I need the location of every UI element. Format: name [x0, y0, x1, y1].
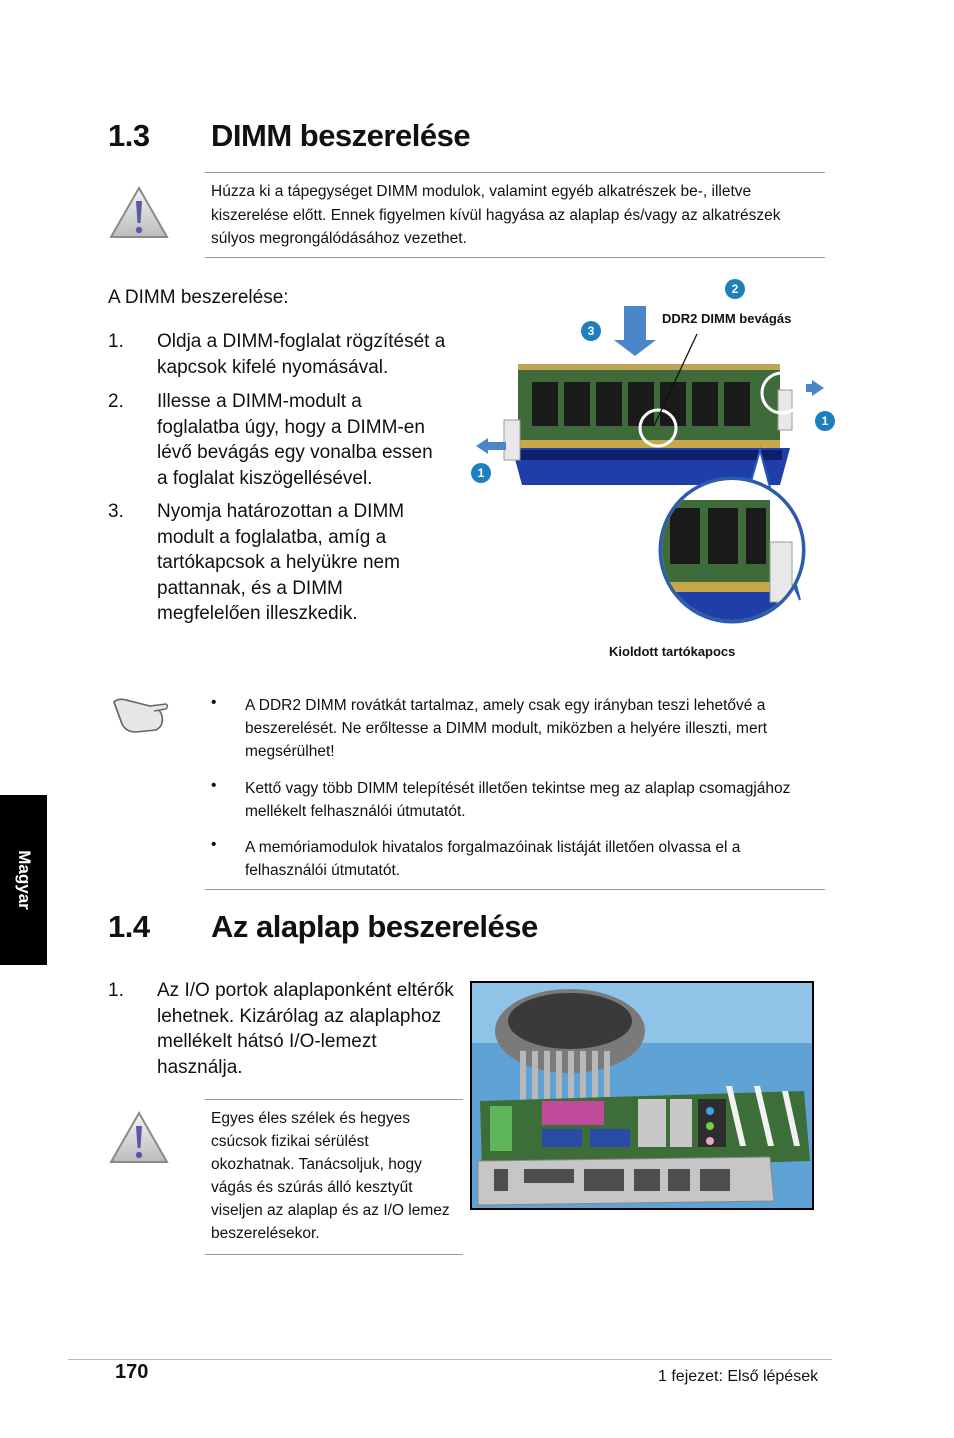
footer-rule [68, 1359, 832, 1360]
warning-text: Húzza ki a tápegységet DIMM modulok, valamint egyéb alkatrészek be-, illetve kiszerelése előtt. Ennek figyelmen kívül hagyása az alaplap és/vagy az alkatrészek súlyos megrongálódásához vezethet. [211, 183, 781, 247]
warning-icon [108, 185, 170, 241]
clip-label: Kioldott tartókapocs [609, 644, 736, 659]
step-number: 1. [108, 980, 124, 1001]
warning-bottom-rule [205, 1254, 463, 1255]
page-number: 170 [115, 1361, 149, 1383]
step-number: 2. [108, 391, 124, 412]
step-text: Az I/O portok alaplaponként eltérők lehetnek. Kizárólag az alaplaphoz mellékelt hátsó I/O-lemezt használja. [157, 980, 454, 1078]
warning-top-rule [205, 172, 825, 173]
bullet: • [211, 694, 217, 711]
language-label: Magyar [14, 850, 34, 910]
step-number: 3. [108, 501, 124, 522]
chapter-footer: 1 fejezet: Első lépések [658, 1368, 819, 1385]
step-text: Oldja a DIMM-foglalat rögzítését a kapcsok kifelé nyomásával. [157, 331, 446, 378]
step-badge: 3 [581, 321, 601, 341]
dimm-installation-figure [460, 270, 840, 650]
section-number-1-3: 1.3 [108, 118, 150, 153]
section-title-motherboard: Az alaplap beszerelése [211, 909, 538, 944]
warning-text: Egyes éles szélek és hegyes csúcsok fizikai sérülést okozhatnak. Tanácsoljuk, hogy vágás és szúrás álló kesztyűt viseljen az alaplap és az I/O lemez beszerelésekor. [211, 1110, 450, 1242]
step-badge: 2 [725, 279, 745, 299]
warning-icon [108, 1110, 170, 1166]
bullet: • [211, 777, 217, 794]
step-badge: 1 [815, 411, 835, 431]
section-title-dimm: DIMM beszerelése [211, 118, 471, 153]
notes-bottom-rule [205, 889, 825, 890]
note-text: A memóriamodulok hivatalos forgalmazóinak listáját illetően olvassa el a felhasználói útmutatót. [245, 839, 741, 879]
intro-text: A DIMM beszerelése: [108, 287, 289, 308]
motherboard-io-photo [470, 981, 814, 1210]
warning-top-rule [205, 1099, 463, 1100]
warning-bottom-rule [205, 257, 825, 258]
section-number-1-4: 1.4 [108, 909, 150, 944]
step-text: Illesse a DIMM-modult a foglalatba úgy, hogy a DIMM-en lévő bevágás egy vonalba essen a foglalat kiszögellésével. [157, 391, 433, 489]
bullet: • [211, 836, 217, 853]
note-text: Kettő vagy több DIMM telepítését illetően tekintse meg az alaplap csomagjához mellékelt felhasználói útmutatót. [245, 780, 791, 820]
step-number: 1. [108, 331, 124, 352]
step-text: Nyomja határozottan a DIMM modult a foglalatba, amíg a tartókapcsok a helyükre nem pattannak, és a DIMM megfelelően illeszkedik. [157, 501, 405, 624]
step-badge: 1 [471, 463, 491, 483]
pointing-hand-icon [110, 692, 170, 738]
notch-label: DDR2 DIMM bevágás [662, 311, 792, 326]
note-text: A DDR2 DIMM rovátkát tartalmaz, amely csak egy irányban teszi lehetővé a beszerelését. Ne erőltesse a DIMM modult, miközben a helyére illeszti, mert megsérülhet! [245, 697, 768, 760]
language-side-tab [0, 795, 47, 965]
